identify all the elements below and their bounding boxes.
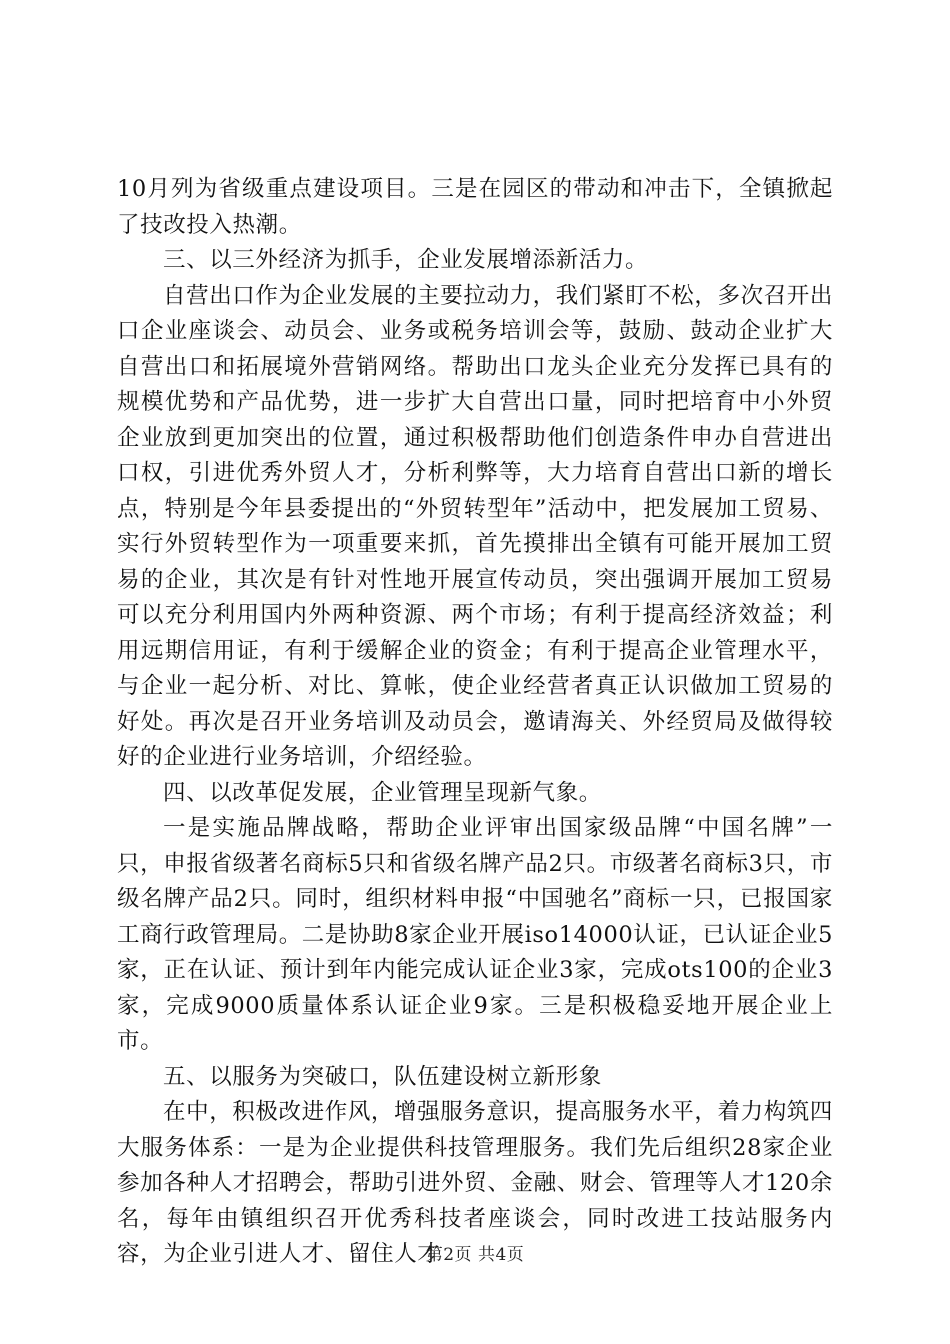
paragraph-service: 在中，积极改进作风，增强服务意识，提高服务水平，着力构筑四大服务体系：一是为企业提供科技管理服务。我们先后组织28家企业参加各种人才招聘会，帮助引进外贸、金融、财会、管理等人才120余名，每年由镇组织召开优秀科技者座谈会，同时改进工技站服务内容，为企业引进人才、留住人才 (117, 1099, 833, 1267)
section-heading-three: 三、以三外经济为抓手，企业发展增添新活力。 (163, 247, 649, 273)
page-number-footer: 第2页 共4页 (425, 1245, 525, 1265)
paragraph-continuation: 10月列为省级重点建设项目。三是在园区的带动和冲击下，全镇掀起了技改投入热潮。 (117, 176, 833, 238)
section-heading-five: 五、以服务为突破口，队伍建设树立新形象 (163, 1063, 602, 1090)
paragraph-export: 自营出口作为企业发展的主要拉动力，我们紧盯不松，多次召开出口企业座谈会、动员会、业务或税务培训会等，鼓励、鼓动企业扩大自营出口和拓展境外营销网络。帮助出口龙头企业充分发挥已具有的规模优势和产品优势，进一步扩大自营出口量，同时把培育中小外贸企业放到更加突出的位置，通过积极帮助他们创造条件申办自营进出口权，引进优秀外贸人才，分析利弊等，大力培育自营出口新的增长点，特别是今年县委提出的“外贸转型年”活动中，把发展加工贸易、实行外贸转型作为一项重要来抓，首先摸排出全镇有可能开展加工贸易的企业，其次是有针对性地开展宣传动员，突出强调开展加工贸易可以充分利用国内外两种资源、两个市场；有利于提高经济效益；利用远期信用证，有利于缓解企业的资金；有利于提高企业管理水平，与企业一起分析、对比、算帐，使企业经营者真正认识做加工贸易的好处。再次是召开业务培训及动员会，邀请海关、外经贸局及做得较好的企业进行业务培训，介绍经验。 (117, 282, 833, 770)
document-body (117, 172, 833, 1273)
section-heading-four: 四、以改革促发展，企业管理呈现新气象。 (163, 779, 602, 806)
paragraph-brand-strategy: 一是实施品牌战略，帮助企业评审出国家级品牌“中国名牌”一只，申报省级著名商标5只和省级名牌产品2只。市级著名商标3只，市级名牌产品2只。同时，组织材料申报“中国驰名”商标一只，已报国家工商行政管理局。二是协助8家企业开展iso14000认证，已认证企业5家，正在认证、预计到年内能完成认证企业3家，完成ots100的企业3家，完成9000质量体系认证企业9家。三是积极稳妥地开展企业上市。 (117, 815, 833, 1054)
